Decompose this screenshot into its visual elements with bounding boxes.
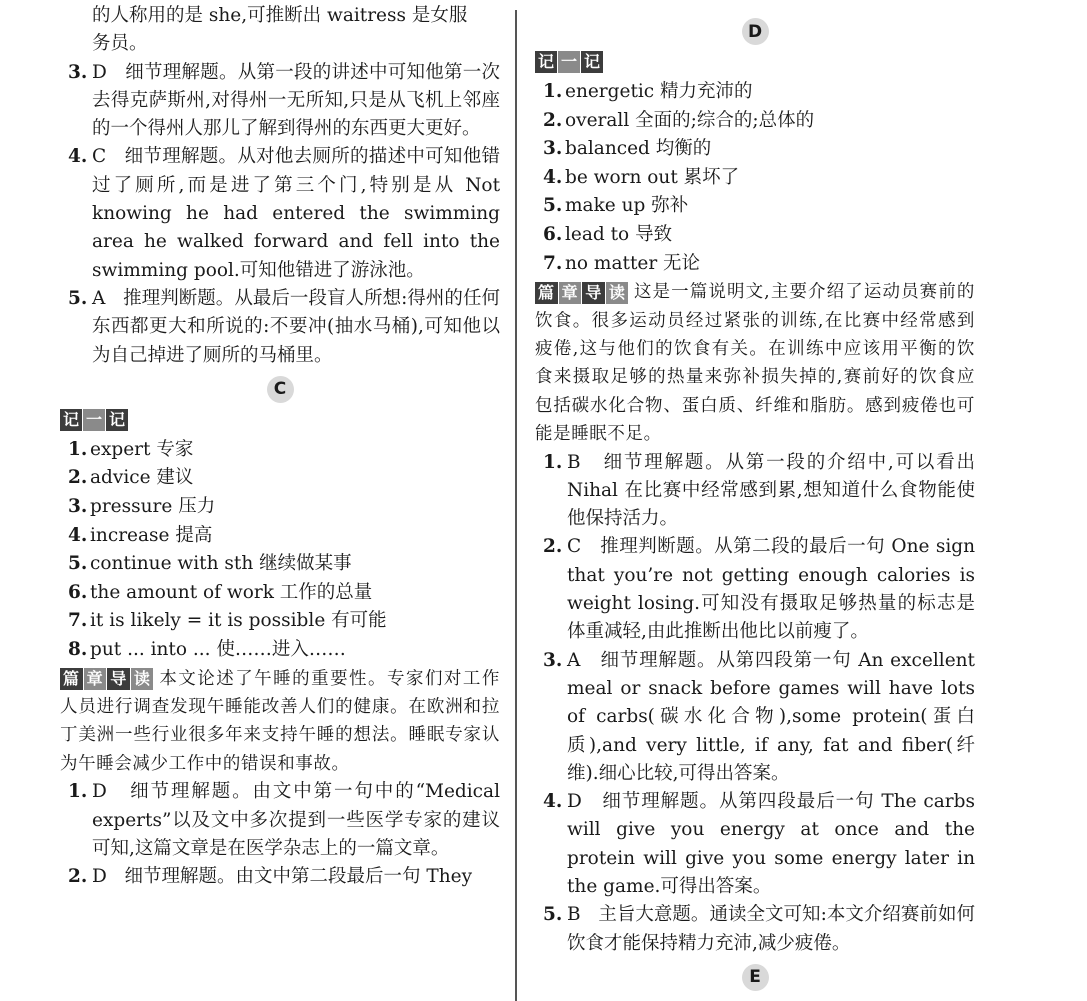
answer-number: 1. xyxy=(68,781,88,803)
vocab-text: expert 专家 xyxy=(90,438,194,460)
vocab-item xyxy=(60,550,500,579)
vocab-number: 2. xyxy=(68,467,88,489)
answer-item xyxy=(60,863,500,891)
vocab-number: 5. xyxy=(68,553,88,575)
answer-item xyxy=(60,143,500,284)
answer-letter: D xyxy=(92,781,107,803)
answer-text: 推理判断题。从最后一段盲人所想:得州的任何东西都更大和所说的:不要冲(抽水马桶),可知他以为自己掉进了厕所的马桶里。 xyxy=(92,287,500,366)
answer-letter: B xyxy=(567,904,581,926)
continuation-text xyxy=(60,2,500,59)
right-column xyxy=(535,0,975,995)
vocab-item xyxy=(535,164,975,193)
vocab-item xyxy=(535,250,975,279)
vocab-number: 6. xyxy=(68,581,88,603)
vocab-item xyxy=(535,135,975,164)
left-column xyxy=(60,0,500,891)
answer-item xyxy=(535,449,975,534)
guide-text: 这是一篇说明文,主要介绍了运动员赛前的饮食。很多运动员经过紧张的训练,在比赛中经常感到疲倦,这与他们的饮食有关。在训练中应该用平衡的饮食来摄取足够的热量来弥补损失掉的,赛前好的饮食应包括碳水化合物、蛋白质、纤维和脂肪。感到疲倦也可能是睡眠不足。 xyxy=(535,282,975,445)
reading-guide xyxy=(60,665,500,779)
vocab-heading xyxy=(60,409,500,433)
jiyiji-tag xyxy=(60,409,129,431)
tag-char: 读 xyxy=(131,668,154,690)
answer-letter: D xyxy=(92,61,107,83)
vocab-text: the amount of work 工作的总量 xyxy=(90,581,373,603)
tag-char: 一 xyxy=(558,51,580,73)
answer-item xyxy=(60,59,500,144)
answer-letter: A xyxy=(567,649,581,671)
vocab-number: 3. xyxy=(68,496,88,518)
continuation-line: 务员。 xyxy=(92,33,148,55)
vocab-item xyxy=(60,436,500,465)
answer-number: 4. xyxy=(68,146,88,168)
vocab-text: advice 建议 xyxy=(90,467,194,489)
vocab-number: 7. xyxy=(543,252,563,274)
vocab-text: overall 全面的;综合的;总体的 xyxy=(565,109,815,131)
tag-char: 导 xyxy=(582,282,605,304)
vocab-item xyxy=(535,78,975,107)
vocab-number: 5. xyxy=(543,195,563,217)
tag-char: 篇 xyxy=(535,282,558,304)
answer-text: 细节理解题。从对他去厕所的描述中可知他错过了厕所,而是进了第三个门,特别是从 Not knowing he had entered the swimming area he walked forward and fell into the swimming pool.可知他错进了游泳池。 xyxy=(92,146,500,281)
answer-item xyxy=(60,285,500,370)
answer-item xyxy=(60,778,500,863)
vocab-text: put ... into ... 使……进入…… xyxy=(90,639,346,661)
vocab-item xyxy=(60,464,500,493)
vocab-item xyxy=(60,579,500,608)
tag-char: 记 xyxy=(60,409,82,431)
answer-number: 1. xyxy=(543,451,563,473)
answer-letter: C xyxy=(92,146,107,168)
vocab-number: 7. xyxy=(68,610,88,632)
vocab-text: pressure 压力 xyxy=(90,496,216,518)
answer-letter: C xyxy=(567,536,582,558)
answer-number: 3. xyxy=(543,649,563,671)
tag-char: 章 xyxy=(559,282,582,304)
reading-guide xyxy=(535,278,975,448)
vocab-item xyxy=(535,221,975,250)
guide-text: 本文论述了午睡的重要性。专家们对工作人员进行调查发现午睡能改善人们的健康。在欧洲和拉丁美洲一些行业很多年来支持午睡的想法。睡眠专家认为午睡会减少工作中的错误和事故。 xyxy=(60,668,500,774)
vocab-text: balanced 均衡的 xyxy=(565,138,712,160)
answer-text: 细节理解题。从第一段的介绍中,可以看出 Nihal 在比赛中经常感到累,想知道什么食物能使他保持活力。 xyxy=(567,451,975,530)
answer-number: 2. xyxy=(68,866,88,888)
answer-number: 5. xyxy=(543,904,563,926)
vocab-text: no matter 无论 xyxy=(565,252,701,274)
vocab-number: 2. xyxy=(543,109,563,131)
section-letter-badge: C xyxy=(267,376,294,403)
tag-char: 记 xyxy=(106,409,128,431)
section-header xyxy=(60,376,500,403)
answer-number: 3. xyxy=(68,61,88,83)
vocab-number: 6. xyxy=(543,223,563,245)
tag-char: 记 xyxy=(581,51,603,73)
continuation-line: 的人称用的是 she,可推断出 waitress 是女服 xyxy=(92,5,468,26)
tag-char: 章 xyxy=(84,668,107,690)
answer-item xyxy=(535,788,975,901)
vocab-item xyxy=(60,607,500,636)
vocab-number: 8. xyxy=(68,639,88,661)
vocab-number: 3. xyxy=(543,138,563,160)
vocab-text: it is likely = it is possible 有可能 xyxy=(90,610,387,632)
tag-char: 一 xyxy=(83,409,105,431)
vocab-item xyxy=(60,493,500,522)
vocab-text: continue with sth 继续做某事 xyxy=(90,553,352,575)
tag-char: 记 xyxy=(535,51,557,73)
answer-letter: B xyxy=(567,451,581,473)
tag-char: 导 xyxy=(107,668,130,690)
answer-item xyxy=(535,533,975,646)
answer-text: 细节理解题。由文中第二段最后一句 They xyxy=(124,866,473,888)
section-header xyxy=(535,964,975,991)
pianzhang-tag xyxy=(535,282,629,304)
vocab-item xyxy=(535,192,975,221)
section-header xyxy=(535,18,975,45)
vocab-list xyxy=(60,436,500,665)
section-letter-badge: E xyxy=(742,964,769,991)
vocab-text: lead to 导致 xyxy=(565,223,673,245)
pianzhang-tag xyxy=(60,668,154,690)
answer-text: 细节理解题。从第一段的讲述中可知他第一次去得克萨斯州,对得州一无所知,只是从飞机上邻座的一个得州人那儿了解到得州的东西更大更好。 xyxy=(92,61,500,140)
vocab-number: 4. xyxy=(68,524,88,546)
column-divider xyxy=(515,10,517,1001)
answer-letter: D xyxy=(92,866,107,888)
answer-number: 4. xyxy=(543,791,563,813)
section-letter-badge: D xyxy=(742,18,769,45)
answer-letter: A xyxy=(92,287,106,309)
vocab-number: 1. xyxy=(68,438,88,460)
answer-text: 主旨大意题。通读全文可知:本文介绍赛前如何饮食才能保持精力充沛,减少疲倦。 xyxy=(567,904,975,954)
vocab-text: energetic 精力充沛的 xyxy=(565,81,753,102)
vocab-text: increase 提高 xyxy=(90,524,213,546)
vocab-text: make up 弥补 xyxy=(565,195,689,217)
answer-item xyxy=(535,901,975,958)
answer-text: 推理判断题。从第二段的最后一句 One sign that you’re not getting enough calories is weight losing.可知没有摄取足够热量的标志是体重减轻,由此推断出他比以前瘦了。 xyxy=(567,536,975,643)
vocab-item xyxy=(535,107,975,136)
answer-text: 细节理解题。从第四段最后一句 The carbs will give you energy at once and the protein will give you some energy later in the game.可得出答案。 xyxy=(567,791,975,898)
answer-letter: D xyxy=(567,791,582,813)
answer-text: 细节理解题。从第四段第一句 An excellent meal or snack before games will have lots of carbs(碳水化合物),some protein(蛋白质),and very little, if any, fat and fiber(纤维).细心比较,可得出答案。 xyxy=(567,649,975,784)
vocab-list xyxy=(535,78,975,278)
vocab-number: 1. xyxy=(543,81,563,102)
answer-number: 5. xyxy=(68,287,88,309)
vocab-number: 4. xyxy=(543,166,563,188)
vocab-item xyxy=(60,636,500,665)
answer-number: 2. xyxy=(543,536,563,558)
answer-text: 细节理解题。由文中第一句中的“Medical experts”以及文中多次提到一些医学专家的建议可知,这篇文章是在医学杂志上的一篇文章。 xyxy=(92,781,500,859)
jiyiji-tag xyxy=(535,51,604,73)
vocab-item xyxy=(60,522,500,551)
vocab-heading xyxy=(535,51,975,75)
tag-char: 读 xyxy=(606,282,629,304)
answer-item xyxy=(535,647,975,788)
vocab-text: be worn out 累坏了 xyxy=(565,166,740,188)
tag-char: 篇 xyxy=(60,668,83,690)
